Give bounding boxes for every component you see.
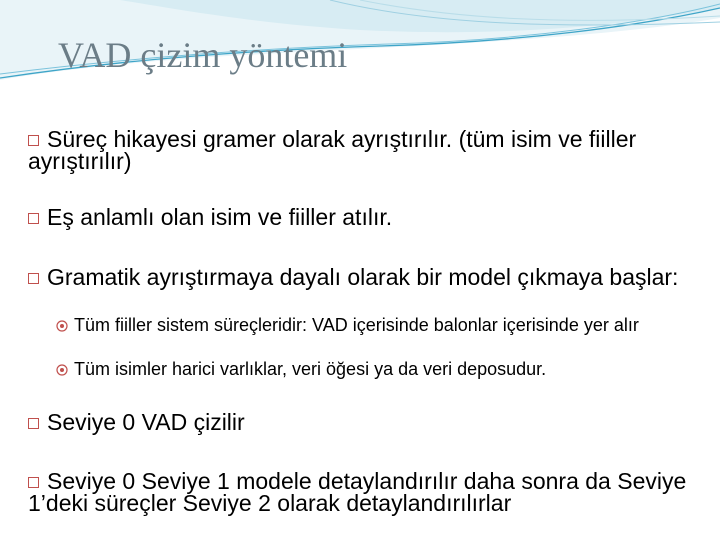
bullet-text: Gramatik ayrıştırmaya dayalı olarak bir model çıkmaya başlar: — [47, 264, 679, 290]
subbullet-item — [28, 360, 720, 378]
square-bullet-icon — [28, 213, 39, 224]
bullet-text: Eş anlamlı olan isim ve fiiller atılır. — [47, 204, 393, 230]
bullet-item — [28, 206, 718, 228]
bullet-item — [28, 411, 718, 433]
bullet-text: Seviye 0 Seviye 1 modele detaylandırılır daha sonra da Seviye 1’deki süreçler Seviye 2 olarak detaylandırılırlar — [28, 468, 687, 516]
slide-title: VAD çizim yöntemi — [58, 35, 348, 75]
bullet-text: Seviye 0 VAD çizilir — [47, 409, 245, 435]
subbullet-text: Tüm isimler harici varlıklar, veri öğesi ya da veri deposudur. — [74, 359, 547, 379]
square-bullet-icon — [28, 135, 39, 146]
bullet-item — [28, 128, 718, 172]
target-bullet-icon — [56, 364, 68, 376]
bullet-item — [28, 470, 718, 514]
square-bullet-icon — [28, 418, 39, 429]
subbullet-text: Tüm fiiller sistem süreçleridir: VAD içerisinde balonlar içerisinde yer alır — [74, 315, 639, 335]
target-bullet-icon — [56, 320, 68, 332]
subbullet-item — [28, 316, 720, 334]
square-bullet-icon — [28, 477, 39, 488]
square-bullet-icon — [28, 273, 39, 284]
bullet-text: Süreç hikayesi gramer olarak ayrıştırılır. (tüm isim ve fiiller ayrıştırılır) — [28, 126, 637, 174]
bullet-item — [28, 266, 718, 288]
